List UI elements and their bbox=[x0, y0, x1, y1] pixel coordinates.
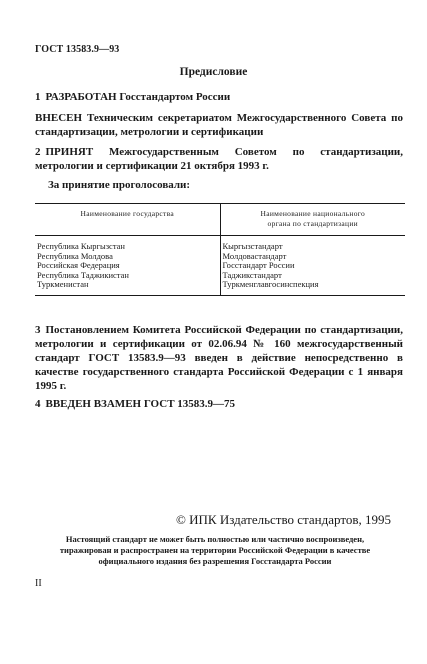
column-header-state: Наименование государства bbox=[35, 204, 220, 236]
section-1-text: РАЗРАБОТАН Госстандартом России bbox=[45, 91, 231, 103]
vnesen-paragraph: ВНЕСЕН Техническим секретариатом Межгосударственного Совета по стандартизации, метрологии и сертификации bbox=[35, 112, 403, 138]
state-cell: Республика Таджикистан bbox=[35, 271, 220, 281]
section-1 bbox=[35, 90, 403, 104]
reproduction-notice: Настоящий стандарт не может быть полностью или частично воспроизведен, тиражирован и распространен на территории Российской Федерации в качестве официального издания без разрешения Госстандарта России bbox=[59, 534, 371, 566]
column-header-body-line1: Наименование национального bbox=[260, 209, 365, 218]
state-cell: Туркменистан bbox=[35, 280, 220, 295]
state-cell: Российская Федерация bbox=[35, 261, 220, 271]
column-header-body bbox=[220, 204, 405, 236]
section-2-text: ПРИНЯТ Межгосударственным Советом по стандартизации, метрологии и сертификации 21 октября 1993 г. bbox=[35, 146, 403, 172]
body-cell: Молдовастандарт bbox=[222, 250, 287, 261]
page-title: Предисловие bbox=[179, 66, 248, 78]
table-row bbox=[35, 271, 405, 281]
state-cell: Республика Кыргызстан bbox=[35, 236, 220, 252]
section-4-number: 4 bbox=[35, 398, 41, 410]
section-3 bbox=[35, 323, 403, 393]
section-4-text: ВВЕДЕН ВЗАМЕН ГОСТ 13583.9—75 bbox=[45, 398, 236, 410]
copyright-notice: © ИПК Издательство стандартов, 1995 bbox=[176, 512, 391, 527]
section-4 bbox=[35, 397, 403, 411]
section-2-number: 2 bbox=[35, 146, 41, 158]
table-row bbox=[35, 236, 405, 252]
body-cell: Кыргызстандарт bbox=[222, 241, 283, 251]
body-cell: Госстандарт России bbox=[222, 260, 295, 270]
body-cell: Туркменглавгосинспекция bbox=[220, 280, 405, 295]
table-header-row bbox=[35, 204, 405, 236]
voted-label: За принятие проголосовали: bbox=[48, 179, 191, 191]
table-row bbox=[35, 280, 405, 295]
section-1-number: 1 bbox=[35, 91, 41, 103]
state-cell: Республика Молдова bbox=[35, 252, 220, 262]
section-3-text: Постановлением Комитета Российской Федерации по стандартизации, метрологии и сертификации от 02.06.94 № 160 межгосударственный стандарт ГОСТ 13583.9—93 введен в действие непосредственно в качестве государственного стандарта Российской Федерации с 1 января 1995 г. bbox=[35, 324, 403, 392]
column-header-body-line2: органа по стандартизации bbox=[267, 219, 358, 228]
section-2 bbox=[35, 145, 403, 173]
voting-states-table bbox=[35, 203, 405, 296]
document-code: ГОСТ 13583.9—93 bbox=[35, 44, 120, 55]
body-cell: Таджикстандарт bbox=[222, 269, 282, 280]
section-3-number: 3 bbox=[35, 324, 41, 336]
page-number: II bbox=[35, 578, 42, 589]
